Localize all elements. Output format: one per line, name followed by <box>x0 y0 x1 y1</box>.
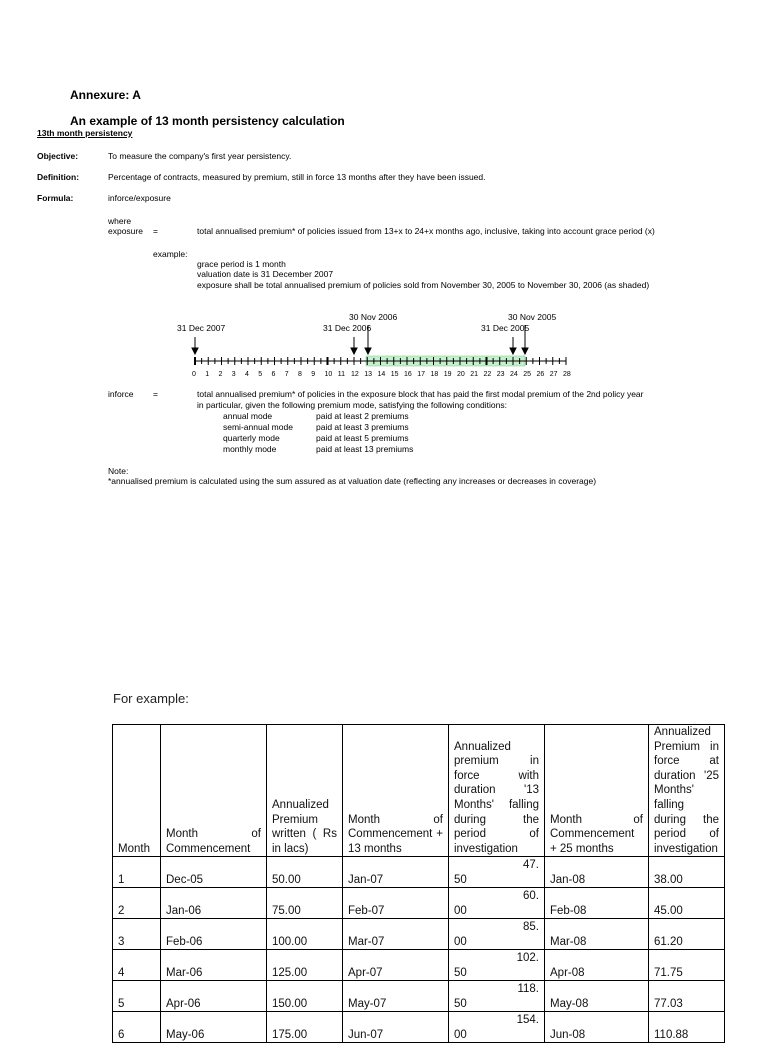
timeline-tick-label: 23 <box>496 371 505 378</box>
table-row <box>113 888 725 919</box>
timeline-tick-label: 10 <box>324 371 333 378</box>
inforce-text: in particular, given the following premium mode, satisfying the following conditions: <box>197 400 507 410</box>
timeline-tick-label: 1 <box>205 371 210 378</box>
timeline-tick-label: 20 <box>457 371 465 378</box>
inforce-label: inforce <box>108 389 134 399</box>
premium-mode: monthly mode <box>223 444 277 454</box>
plus13-cell: Jun-07 <box>343 1012 449 1043</box>
inforce25-cell: 71.75 <box>649 950 725 981</box>
timeline-tick-label: 25 <box>523 371 532 378</box>
premium-cell: 175.00 <box>267 1012 343 1043</box>
table-row <box>113 950 725 981</box>
inforce-equals: = <box>153 389 158 399</box>
example-line: grace period is 1 month <box>197 259 286 269</box>
inforce13-value-part: 118. <box>517 983 539 996</box>
timeline-tick-label: 15 <box>390 371 399 378</box>
timeline-tick-label: 19 <box>443 371 452 378</box>
inforce25-cell: 61.20 <box>649 919 725 950</box>
month-cell: 5 <box>113 981 161 1012</box>
month-cell: 1 <box>113 857 161 888</box>
premium-mode: semi-annual mode <box>223 422 293 432</box>
plus13-cell: Mar-07 <box>343 919 449 950</box>
plus25-cell: Feb-08 <box>545 888 649 919</box>
inforce13-cell <box>449 1012 545 1043</box>
arrow-31-dec-2005 <box>510 337 516 354</box>
definition-label: Definition: <box>37 172 80 182</box>
objective-text: To measure the company's first year persistency. <box>108 151 292 161</box>
month-cell: 2 <box>113 888 161 919</box>
inforce13-value-part: 50 <box>454 966 467 979</box>
timeline-tick-label: 26 <box>536 371 545 378</box>
inforce13-value-part: 50 <box>454 873 467 886</box>
inforce25-cell: 77.03 <box>649 981 725 1012</box>
month-cell: 6 <box>113 1012 161 1043</box>
premium-condition: paid at least 13 premiums <box>316 444 414 454</box>
timeline-tick-label: 16 <box>404 371 412 378</box>
arrow-31-dec-2007 <box>192 337 198 354</box>
premium-cell: 100.00 <box>267 919 343 950</box>
timeline-tick-label: 6 <box>271 371 276 378</box>
timeline-tick-label: 7 <box>284 371 289 378</box>
table-row <box>113 857 725 888</box>
date-label-30-nov-2005: 30 Nov 2005 <box>508 312 557 322</box>
column-header: Annualized Premium written ( Rs in lacs) <box>267 725 343 857</box>
plus25-cell: Jun-08 <box>545 1012 649 1043</box>
premium-condition: paid at least 3 premiums <box>316 422 409 432</box>
plus25-cell: Apr-08 <box>545 950 649 981</box>
plus13-cell: May-07 <box>343 981 449 1012</box>
commencement-cell: Dec-05 <box>161 857 267 888</box>
premium-condition: paid at least 2 premiums <box>316 411 409 421</box>
plus13-cell: Apr-07 <box>343 950 449 981</box>
table-row <box>113 981 725 1012</box>
note-label: Note: <box>108 466 129 476</box>
inforce25-cell: 110.88 <box>649 1012 725 1043</box>
formula-label: Formula: <box>37 193 74 203</box>
section-subtitle: 13th month persistency <box>37 128 133 138</box>
inforce13-cell <box>449 950 545 981</box>
inforce13-value-part: 60. <box>523 890 539 903</box>
timeline-tick-label: 3 <box>231 371 236 378</box>
premium-mode: quarterly mode <box>223 433 280 443</box>
month-cell: 4 <box>113 950 161 981</box>
plus25-cell: May-08 <box>545 981 649 1012</box>
note-text: *annualised premium is calculated using the sum assured as at valuation date (reflecting any increases or decreases in coverage) <box>108 476 597 486</box>
inforce13-value-part: 85. <box>523 921 539 934</box>
exposure-text: total annualised premium* of policies issued from 13+x to 24+x months ago, inclusive, taking into account grace period (x) <box>197 226 655 236</box>
commencement-cell: Mar-06 <box>161 950 267 981</box>
column-header: Month <box>113 725 161 857</box>
timeline-tick-label: 28 <box>563 371 571 378</box>
table-row <box>113 919 725 950</box>
timeline-tick-label: 0 <box>192 371 196 378</box>
inforce13-cell <box>449 981 545 1012</box>
date-label-31-dec-2007: 31 Dec 2007 <box>177 323 226 333</box>
timeline-diagram <box>0 0 768 400</box>
commencement-cell: May-06 <box>161 1012 267 1043</box>
inforce13-value-part: 154. <box>516 1014 539 1027</box>
page-title: An example of 13 month persistency calculation <box>70 114 345 128</box>
inforce13-value-part: 47. <box>523 859 539 872</box>
timeline-tick-label: 13 <box>364 371 373 378</box>
exposure-label: exposure <box>108 226 143 236</box>
commencement-cell: Apr-06 <box>161 981 267 1012</box>
annexure-label: Annexure: A <box>70 88 141 102</box>
inforce13-value-part: 00 <box>454 1028 467 1041</box>
timeline-tick-label: 5 <box>258 371 263 378</box>
premium-condition: paid at least 5 premiums <box>316 433 409 443</box>
premium-cell: 150.00 <box>267 981 343 1012</box>
timeline-tick-label: 22 <box>483 371 492 378</box>
date-label-30-nov-2006: 30 Nov 2006 <box>349 312 398 322</box>
objective-label: Objective: <box>37 151 79 161</box>
column-header: Month of Commencement <box>161 725 267 857</box>
date-label-31-dec-2005: 31 Dec 2005 <box>481 323 530 333</box>
definition-text: Percentage of contracts, measured by premium, still in force 13 months after they have been issued. <box>108 172 486 182</box>
inforce25-cell: 45.00 <box>649 888 725 919</box>
persistency-table <box>112 724 725 1043</box>
plus13-cell: Feb-07 <box>343 888 449 919</box>
inforce13-cell <box>449 857 545 888</box>
timeline-tick-label: 4 <box>245 371 249 378</box>
example-line: exposure shall be total annualised premium of policies sold from November 30, 2005 to November 30, 2006 (as shaded) <box>197 280 650 290</box>
inforce25-cell: 38.00 <box>649 857 725 888</box>
table-header-row <box>113 725 725 857</box>
timeline-tick-label: 12 <box>351 371 359 378</box>
arrow-31-dec-2006 <box>351 337 357 354</box>
inforce13-value-part: 102. <box>516 952 539 965</box>
timeline-tick-label: 8 <box>298 371 302 378</box>
timeline-tick-label: 11 <box>337 371 346 378</box>
exposure-equals: = <box>153 226 158 236</box>
premium-cell: 50.00 <box>267 857 343 888</box>
formula-text: inforce/exposure <box>108 193 171 203</box>
premium-cell: 75.00 <box>267 888 343 919</box>
plus13-cell: Jan-07 <box>343 857 449 888</box>
timeline-tick-label: 27 <box>549 371 558 378</box>
inforce13-value-part: 00 <box>454 935 467 948</box>
plus25-cell: Jan-08 <box>545 857 649 888</box>
inforce13-cell <box>449 919 545 950</box>
column-header: Month of Commencement + 13 months <box>343 725 449 857</box>
where-label: where <box>108 216 132 226</box>
plus25-cell: Mar-08 <box>545 919 649 950</box>
month-cell: 3 <box>113 919 161 950</box>
timeline-tick-label: 9 <box>311 371 316 378</box>
premium-cell: 125.00 <box>267 950 343 981</box>
column-header: Annualized premium in force with duration '13 Months' falling during the period of investigation <box>449 725 545 857</box>
timeline-tick-label: 2 <box>218 371 223 378</box>
example-heading: For example: <box>113 691 189 706</box>
commencement-cell: Jan-06 <box>161 888 267 919</box>
table-row <box>113 1012 725 1043</box>
inforce-text: total annualised premium* of policies in the exposure block that has paid the first modal premium of the 2nd policy year <box>197 389 644 399</box>
premium-mode: annual mode <box>223 411 273 421</box>
timeline-tick-label: 18 <box>430 371 439 378</box>
example-label: example: <box>153 249 188 259</box>
date-label-31-dec-2006: 31 Dec 2006 <box>323 323 372 333</box>
timeline-tick-label: 21 <box>470 371 479 378</box>
inforce13-cell <box>449 888 545 919</box>
column-header: Annualized Premium in force at duration '25 Months' falling during the period of investigation <box>649 725 725 857</box>
column-header: Month of Commencement + 25 months <box>545 725 649 857</box>
example-line: valuation date is 31 December 2007 <box>197 269 334 279</box>
inforce13-value-part: 00 <box>454 904 467 917</box>
commencement-cell: Feb-06 <box>161 919 267 950</box>
timeline-tick-label: 24 <box>510 371 518 378</box>
inforce13-value-part: 50 <box>454 997 467 1010</box>
timeline-tick-label: 14 <box>377 371 386 378</box>
timeline-tick-label: 17 <box>417 371 426 378</box>
